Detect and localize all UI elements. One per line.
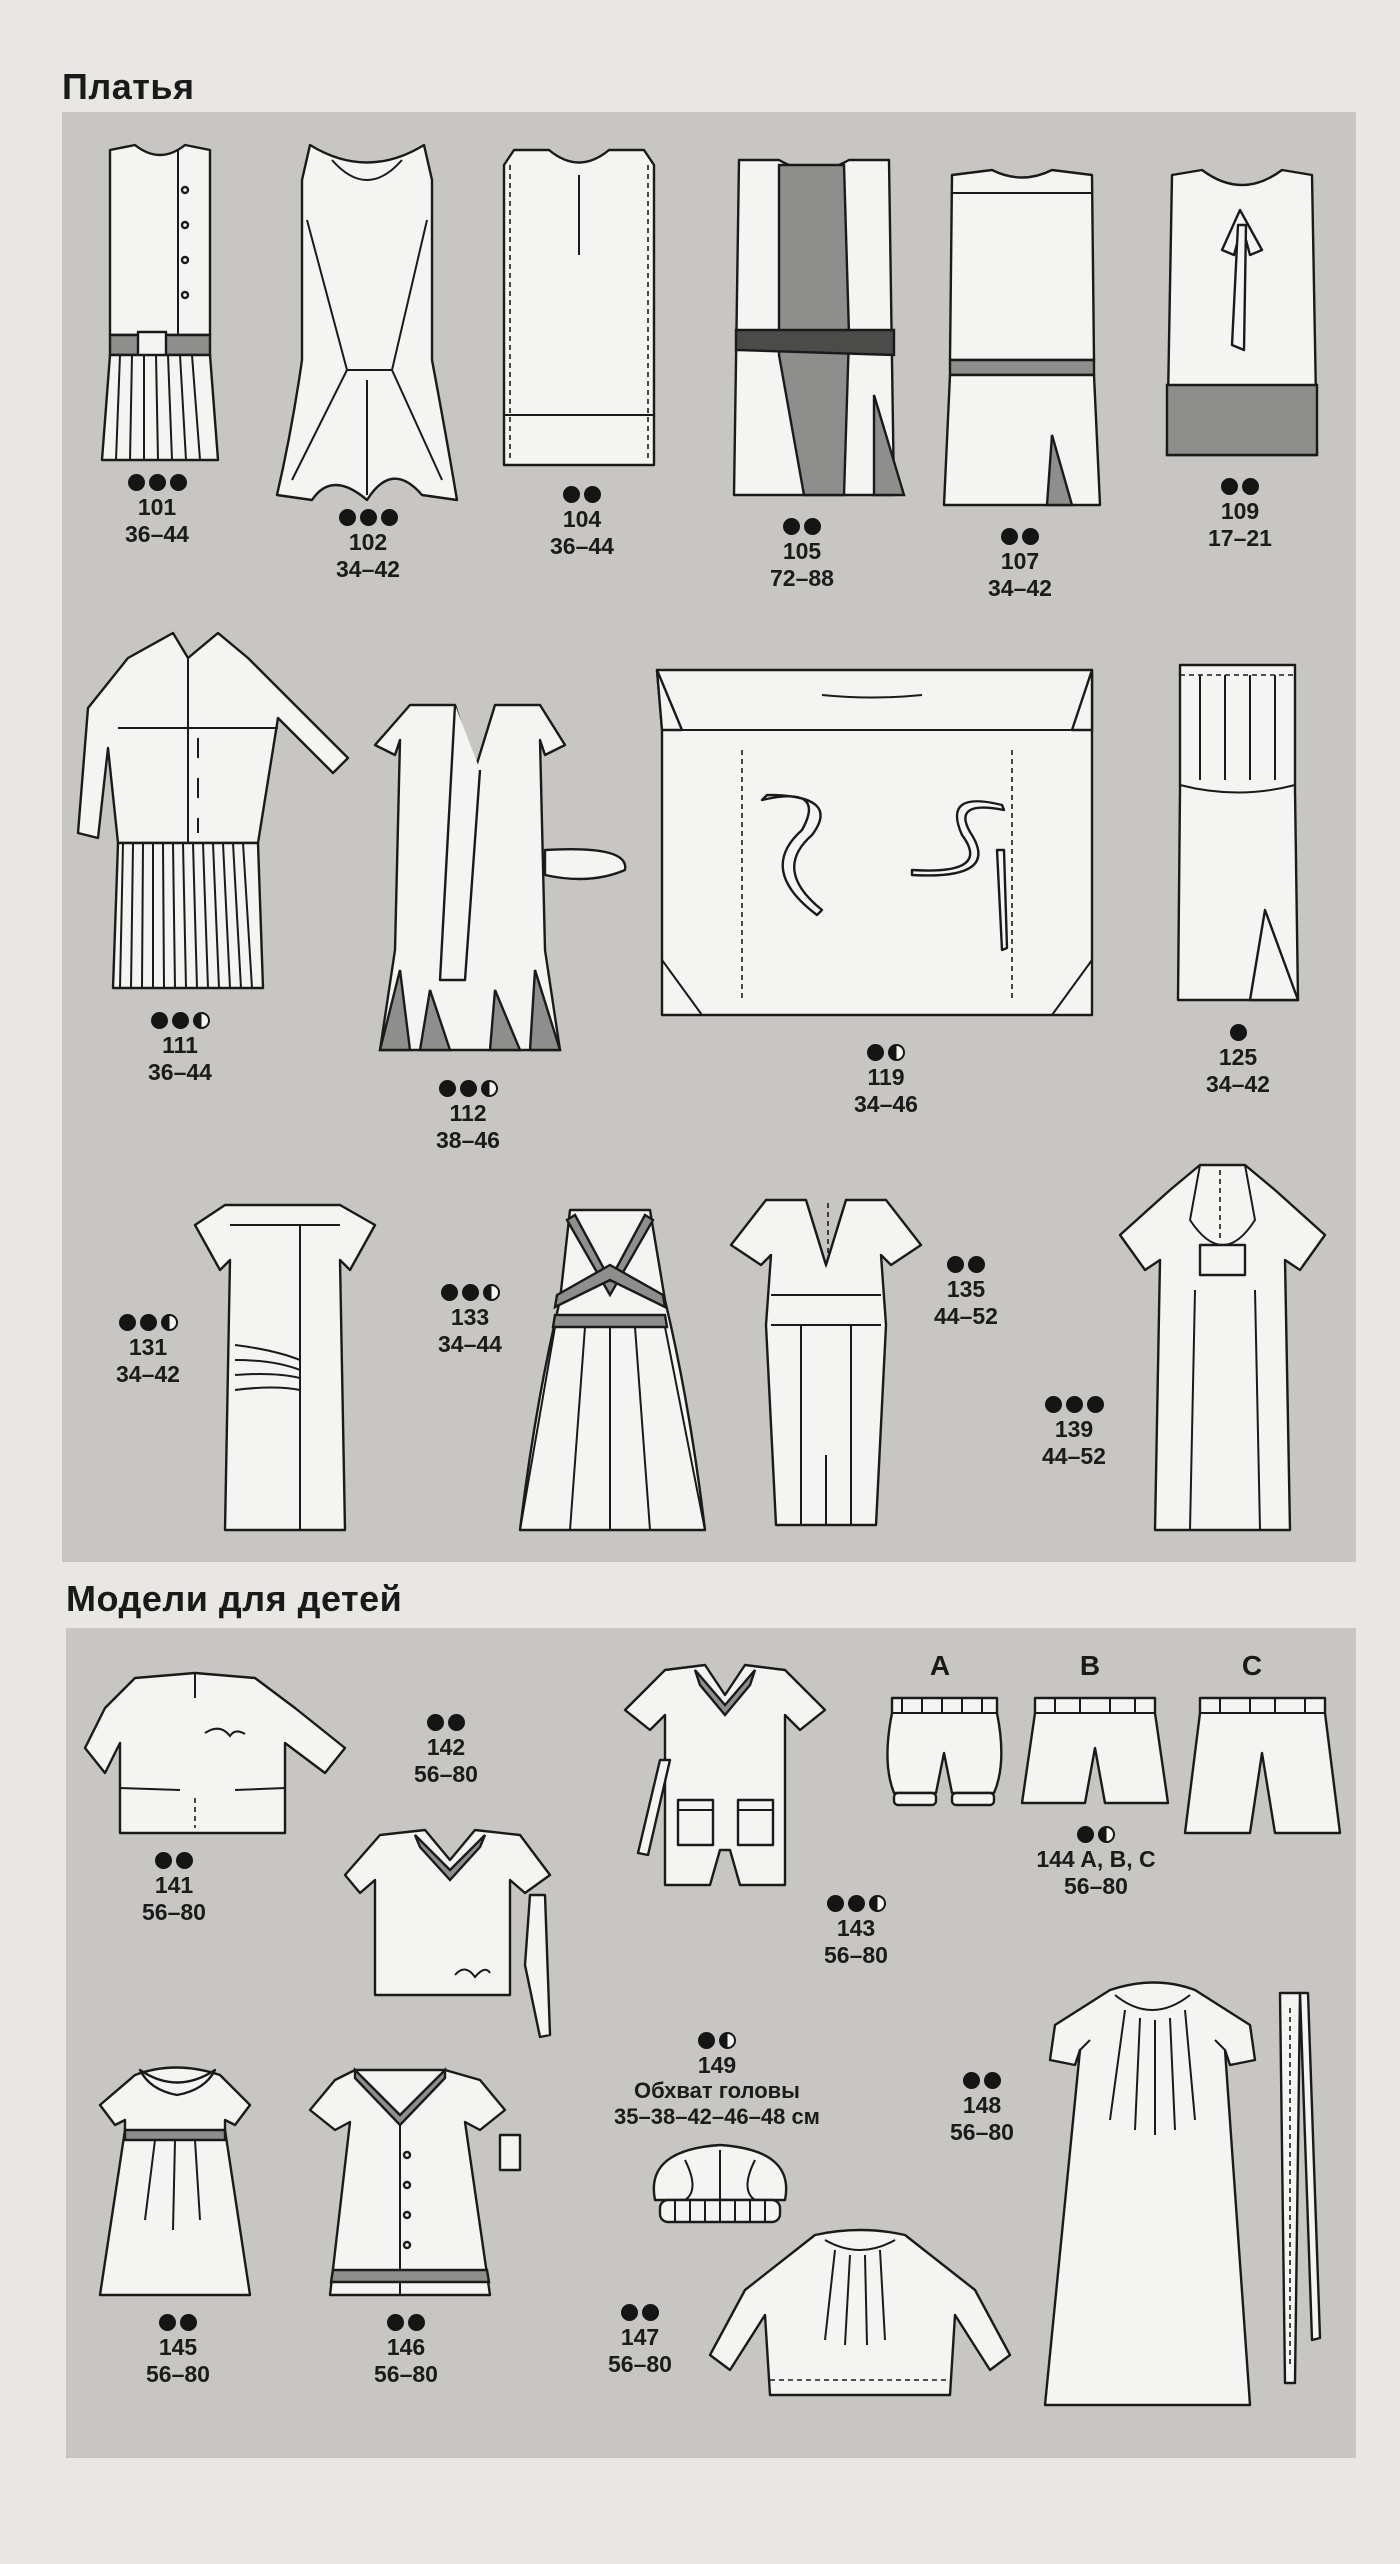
model-sizes: 38–46 bbox=[436, 1127, 500, 1153]
model-sizes: 36–44 bbox=[148, 1059, 212, 1085]
kids-149-sketch bbox=[645, 2140, 795, 2235]
model-number: 143 bbox=[836, 1915, 876, 1941]
model-number: 148 bbox=[962, 2092, 1002, 2118]
kids-146-sketch bbox=[295, 2060, 525, 2300]
dress-104-sketch bbox=[494, 145, 664, 475]
model-label-148 bbox=[882, 2070, 1082, 2146]
kids-145-sketch bbox=[95, 2060, 260, 2300]
model-sizes: 44–52 bbox=[934, 1303, 998, 1329]
model-sizes: 56–80 bbox=[146, 2361, 210, 2387]
dress-139-sketch bbox=[1115, 1160, 1330, 1535]
model-label-141 bbox=[74, 1850, 274, 1926]
model-number: 105 bbox=[782, 538, 822, 564]
model-label-142 bbox=[346, 1712, 546, 1788]
model-label-112 bbox=[368, 1078, 568, 1154]
model-sizes: 34–44 bbox=[438, 1331, 502, 1357]
model-number: 135 bbox=[946, 1276, 986, 1302]
kids-148-sketch bbox=[1030, 1980, 1275, 2415]
model-sizes: 36–44 bbox=[125, 521, 189, 547]
model-sizes: 56–80 bbox=[414, 1761, 478, 1787]
difficulty-dots bbox=[920, 526, 1120, 546]
kids-144a-sketch bbox=[882, 1693, 1007, 1823]
dress-109-sketch bbox=[1162, 165, 1322, 465]
model-sizes: 56–80 bbox=[950, 2119, 1014, 2145]
difficulty-dots bbox=[370, 1282, 570, 1302]
model-number: 147 bbox=[620, 2324, 660, 2350]
difficulty-dots bbox=[368, 1078, 568, 1098]
model-number: 125 bbox=[1218, 1044, 1258, 1070]
model-number: 104 bbox=[562, 506, 602, 532]
difficulty-dots bbox=[80, 1010, 280, 1030]
difficulty-dots bbox=[1138, 1022, 1338, 1042]
model-label-105 bbox=[702, 516, 902, 592]
kids-148-sash-sketch bbox=[1270, 1988, 1340, 2388]
model-note: Обхват головы bbox=[634, 2078, 800, 2103]
model-number: 101 bbox=[137, 494, 177, 520]
variant-letter-c: C bbox=[1241, 1650, 1263, 1681]
difficulty-dots bbox=[866, 1254, 1066, 1274]
model-label-145 bbox=[78, 2312, 278, 2388]
model-number: 112 bbox=[449, 1100, 487, 1126]
dress-102-sketch bbox=[272, 140, 462, 510]
dresses-section-title: Платья bbox=[62, 66, 195, 107]
difficulty-dots bbox=[48, 1312, 248, 1332]
model-number: 119 bbox=[867, 1064, 905, 1090]
model-label-146 bbox=[306, 2312, 506, 2388]
variant-letter-b: B bbox=[1079, 1650, 1101, 1681]
difficulty-dots bbox=[74, 1850, 274, 1870]
kids-144b-sketch bbox=[1020, 1693, 1170, 1813]
kids-section-title: Модели для детей bbox=[66, 1578, 403, 1619]
model-label-144 bbox=[996, 1824, 1196, 1900]
model-label-125 bbox=[1138, 1022, 1338, 1098]
model-label-149 bbox=[567, 2030, 867, 2130]
model-sizes: 35–38–42–46–48 см bbox=[614, 2104, 820, 2129]
model-label-143 bbox=[756, 1893, 956, 1969]
model-number: 111 bbox=[162, 1032, 198, 1058]
model-number: 141 bbox=[154, 1872, 194, 1898]
kids-141-sketch bbox=[85, 1668, 345, 1838]
model-sizes: 17–21 bbox=[1208, 525, 1272, 551]
model-sizes: 56–80 bbox=[824, 1942, 888, 1968]
difficulty-dots bbox=[1140, 476, 1340, 496]
model-label-111 bbox=[80, 1010, 280, 1086]
model-label-101 bbox=[57, 472, 257, 548]
difficulty-dots bbox=[57, 472, 257, 492]
difficulty-dots bbox=[268, 507, 468, 527]
model-label-147 bbox=[540, 2302, 740, 2378]
model-sizes: 34–42 bbox=[336, 556, 400, 582]
variant-letter-a: A bbox=[929, 1650, 951, 1681]
dress-107-sketch bbox=[942, 165, 1102, 515]
difficulty-dots bbox=[756, 1893, 956, 1913]
difficulty-dots bbox=[996, 1824, 1196, 1844]
model-sizes: 34–42 bbox=[116, 1361, 180, 1387]
model-sizes: 56–80 bbox=[1064, 1873, 1128, 1899]
model-sizes: 44–52 bbox=[1042, 1443, 1106, 1469]
model-label-139 bbox=[974, 1394, 1174, 1470]
kids-147-sketch bbox=[705, 2230, 1015, 2400]
difficulty-dots bbox=[346, 1712, 546, 1732]
difficulty-dots bbox=[567, 2030, 867, 2050]
model-sizes: 56–80 bbox=[608, 2351, 672, 2377]
difficulty-dots bbox=[306, 2312, 506, 2332]
model-number: 107 bbox=[1000, 548, 1040, 574]
model-sizes: 34–42 bbox=[1206, 1071, 1270, 1097]
difficulty-dots bbox=[78, 2312, 278, 2332]
dress-105-sketch bbox=[724, 155, 914, 505]
model-sizes: 36–44 bbox=[550, 533, 614, 559]
difficulty-dots bbox=[882, 2070, 1082, 2090]
model-label-131 bbox=[48, 1312, 248, 1388]
dress-125-sketch bbox=[1170, 660, 1305, 1005]
kids-143-sketch bbox=[620, 1660, 830, 1895]
model-label-102 bbox=[268, 507, 468, 583]
model-sizes: 56–80 bbox=[142, 1899, 206, 1925]
dress-135-sketch bbox=[726, 1195, 926, 1535]
model-number: 145 bbox=[158, 2334, 198, 2360]
model-number: 139 bbox=[1054, 1416, 1094, 1442]
model-number: 102 bbox=[348, 529, 388, 555]
model-number: 133 bbox=[450, 1304, 490, 1330]
kids-144c-sketch bbox=[1180, 1693, 1345, 1843]
model-label-104 bbox=[482, 484, 682, 560]
difficulty-dots bbox=[540, 2302, 740, 2322]
model-number: 149 bbox=[697, 2052, 737, 2078]
model-number: 144 A, B, C bbox=[1036, 1846, 1156, 1872]
model-sizes: 34–46 bbox=[854, 1091, 918, 1117]
dress-111-sketch bbox=[78, 628, 358, 998]
model-sizes: 72–88 bbox=[770, 565, 834, 591]
dress-101-sketch bbox=[80, 140, 240, 470]
model-number: 146 bbox=[386, 2334, 426, 2360]
model-number: 131 bbox=[128, 1334, 168, 1360]
difficulty-dots bbox=[786, 1042, 986, 1062]
difficulty-dots bbox=[702, 516, 902, 536]
model-sizes: 56–80 bbox=[374, 2361, 438, 2387]
dress-112-sketch bbox=[370, 700, 630, 1060]
dress-119-sketch bbox=[652, 660, 1102, 1030]
model-number: 109 bbox=[1220, 498, 1260, 524]
difficulty-dots bbox=[482, 484, 682, 504]
difficulty-dots bbox=[974, 1394, 1174, 1414]
model-label-107 bbox=[920, 526, 1120, 602]
model-number: 142 bbox=[426, 1734, 466, 1760]
model-label-109 bbox=[1140, 476, 1340, 552]
model-label-133 bbox=[370, 1282, 570, 1358]
model-label-135 bbox=[866, 1254, 1066, 1330]
model-label-119 bbox=[786, 1042, 986, 1118]
kids-142-sketch bbox=[340, 1825, 560, 2040]
dress-133-sketch bbox=[515, 1205, 705, 1535]
model-sizes: 34–42 bbox=[988, 575, 1052, 601]
